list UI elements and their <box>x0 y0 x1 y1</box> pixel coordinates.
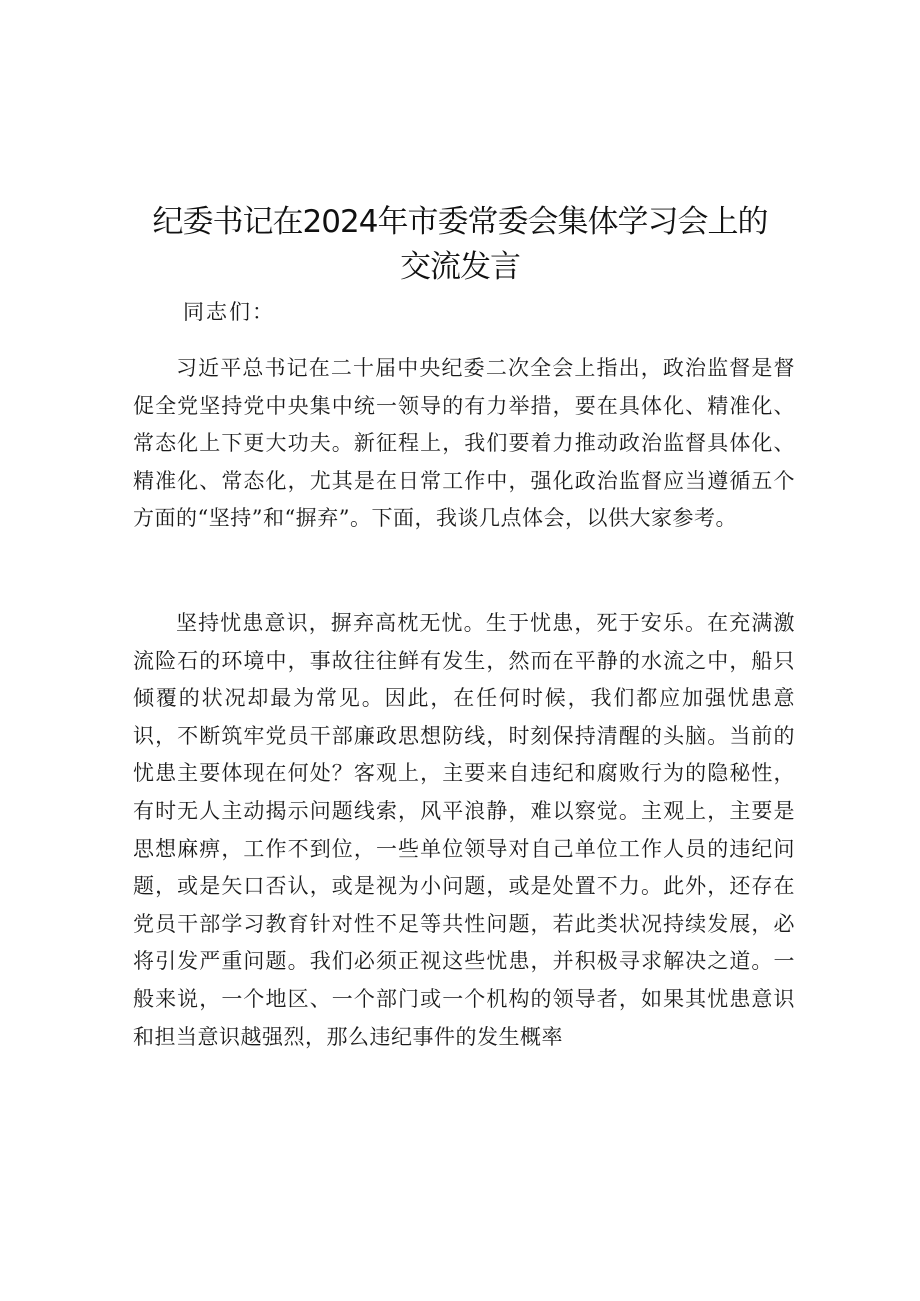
title-line-1: 纪委书记在2024年市委常委会集体学习会上的 <box>152 204 768 240</box>
paragraph-worry-awareness: 坚持忧患意识，摒弃高枕无忧。生于忧患，死于安乐。在充满激流险石的环境中，事故往往鲜有发生，然而在平静的水流之中，船只倾覆的状况却最为常见。因此，在任何时候，我们都应加强忧患意识，不断筑牢党员干部廉政思想防线，时刻保持清醒的头脑。当前的忧患主要体现在何处？客观上，主要来自违纪和腐败行为的隐秘性，有时无人主动揭示问题线索，风平浪静，难以察觉。主观上，主要是思想麻痹，工作不到位，一些单位领导对自己单位工作人员的违纪问题，或是矢口否认，或是视为小问题，或是处置不力。此外，还存在党员干部学习教育针对性不足等共性问题，若此类状况持续发展，必将引发严重问题。我们必须正视这些忧患，并积极寻求解决之道。一般来说，一个地区、一个部门或一个机构的领导者，如果其忧患意识和担当意识越强烈，那么违纪事件的发生概率 <box>133 611 795 1049</box>
paragraph-intro: 习近平总书记在二十届中央纪委二次全会上指出，政治监督是督促全党坚持党中央集中统一领导的有力举措，要在具体化、精准化、常态化上下更大功夫。新征程上，我们要着力推动政治监督具体化、精准化、常态化，尤其是在日常工作中，强化政治监督应当遵循五个方面的“坚持”和“摒弃”。下面，我谈几点体会，以供大家参考。 <box>133 356 795 531</box>
document-title <box>100 200 820 290</box>
title-line-2: 交流发言 <box>400 249 520 285</box>
greeting: 同志们： <box>183 300 275 324</box>
